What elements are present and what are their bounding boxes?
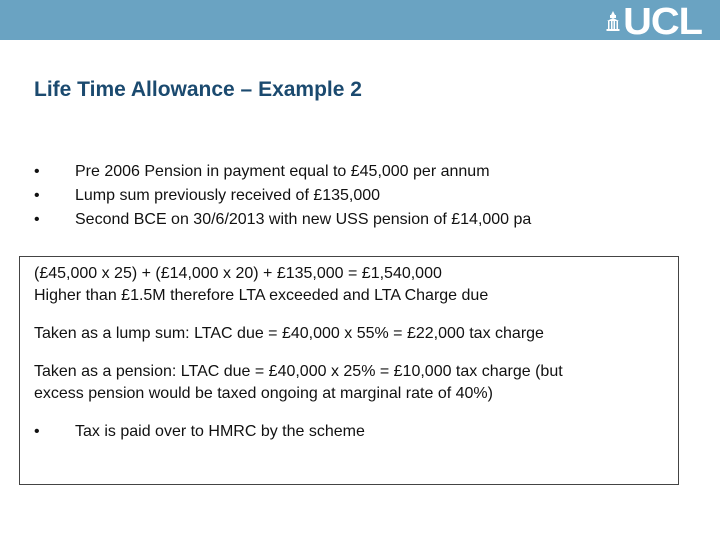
pension-line-2: excess pension would be taxed ongoing at marginal rate of 40%) xyxy=(34,385,493,402)
note-text: Tax is paid over to HMRC by the scheme xyxy=(75,423,365,440)
pension-line-1: Taken as a pension: LTAC due = £40,000 x 25% = £10,000 tax charge (but xyxy=(34,363,563,380)
list-item: • Pre 2006 Pension in payment equal to £45,000 per annum xyxy=(34,160,531,184)
list-item: • Second BCE on 30/6/2013 with new USS pension of £14,000 pa xyxy=(34,208,531,232)
calculation-box xyxy=(19,256,679,485)
header-bar xyxy=(0,0,720,43)
bullet-icon: • xyxy=(34,423,40,440)
bullet-icon: • xyxy=(34,211,40,228)
conclusion-line: Higher than £1.5M therefore LTA exceeded and LTA Charge due xyxy=(34,287,489,304)
bullet-icon: • xyxy=(34,187,40,204)
list-item: • Lump sum previously received of £135,000 xyxy=(34,184,531,208)
portico-icon xyxy=(605,10,621,34)
lump-sum-line: Taken as a lump sum: LTAC due = £40,000 x 55% = £22,000 tax charge xyxy=(34,325,544,342)
ucl-logo xyxy=(605,1,702,43)
logo-text: UCL xyxy=(623,1,702,43)
bullet-icon: • xyxy=(34,163,40,180)
intro-bullet-list xyxy=(34,160,531,232)
list-item xyxy=(34,421,664,443)
calculation-line: (£45,000 x 25) + (£14,000 x 20) + £135,000 = £1,540,000 xyxy=(34,265,442,282)
page-title: Life Time Allowance – Example 2 xyxy=(34,78,362,101)
